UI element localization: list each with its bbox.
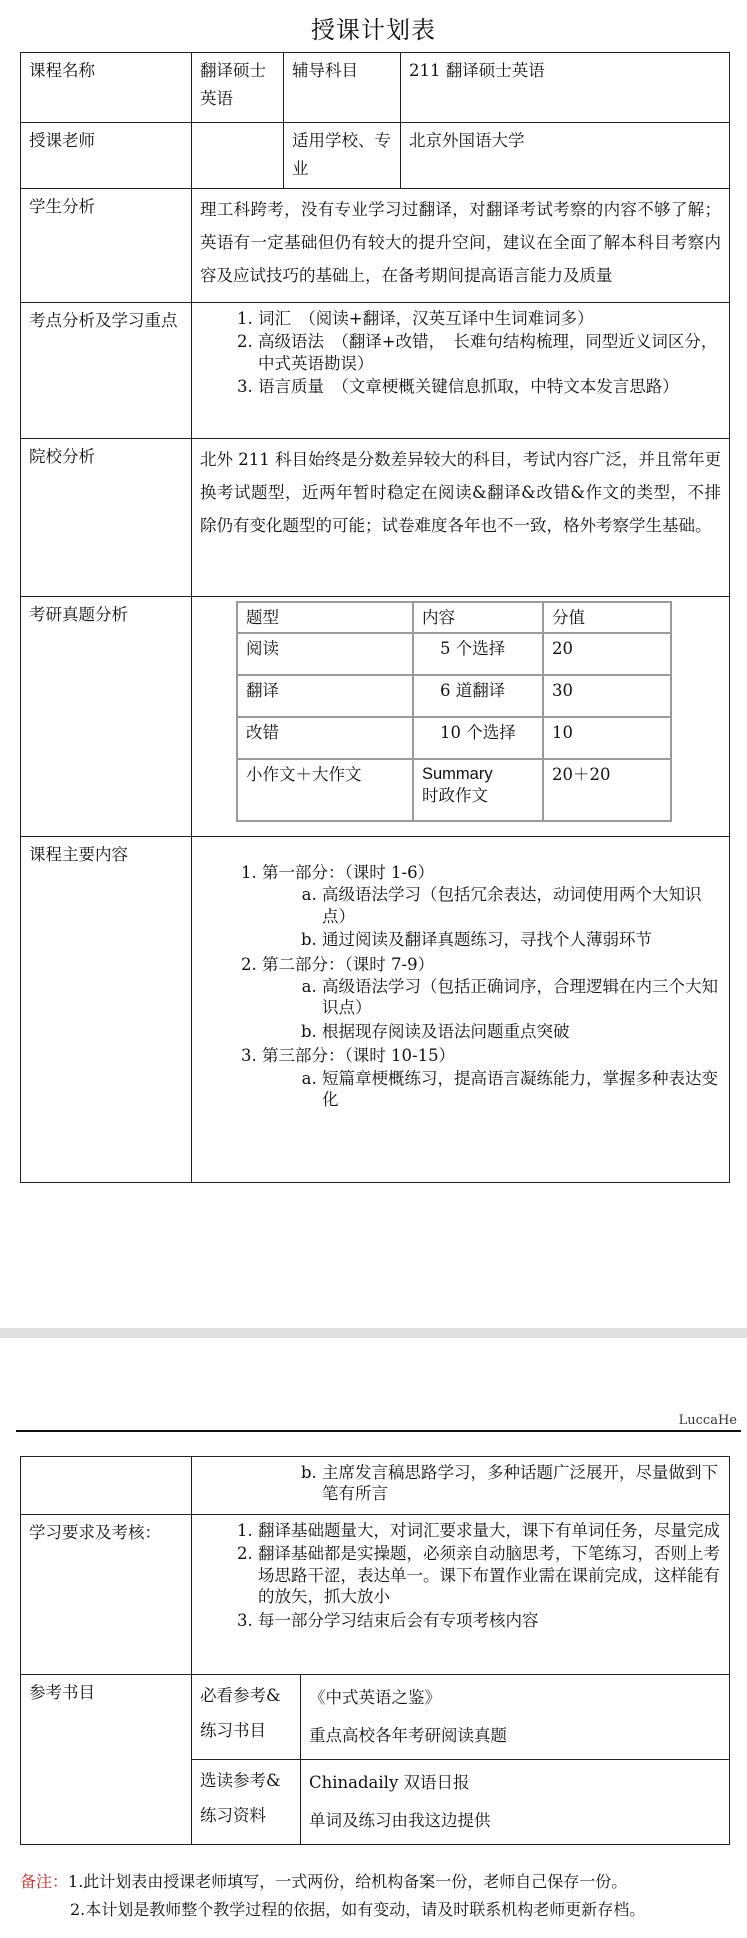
content-sublist <box>262 975 721 1043</box>
content-cont-list <box>200 1461 721 1506</box>
school-value: 北京外国语大学 <box>401 123 730 189</box>
keypoint-item: 3. 语言质量 （文章梗概关键信息抓取，中特文本发言思路） <box>258 375 721 398</box>
requirements-list <box>200 1519 721 1632</box>
content-subitem: a. 高级语法学习（包括正确词序，合理逻辑在内三个大知识点） <box>322 975 721 1020</box>
content-part <box>262 1044 721 1112</box>
exam-cell <box>192 596 730 836</box>
exam-row <box>237 633 671 675</box>
plan-table <box>20 52 730 1183</box>
school-analysis-label: 院校分析 <box>21 438 192 596</box>
empty-label-cell <box>21 1457 192 1515</box>
content-cont-cell <box>192 1457 730 1515</box>
school-label: 适用学校、专业 <box>284 123 401 189</box>
content-subitem: b. 主席发言稿思路学习，多种话题广泛展开，尽量做到下笔有所言 <box>322 1461 721 1506</box>
exam-cell-content: 6 道翻译 <box>413 675 543 717</box>
exam-cell-score: 20 <box>543 633 671 675</box>
student-text: 理工科跨考，没有专业学习过翻译，对翻译考试考察的内容不够了解；英语有一定基础但仍有较大的提升空间，建议在全面了解本科目考察内容及应试技巧的基础上，在备考期间提高语言能力及质量 <box>192 188 730 302</box>
content-part <box>262 861 721 953</box>
books-label: 参考书目 <box>21 1675 192 1845</box>
content-label: 课程主要内容 <box>21 836 192 1182</box>
content-cell <box>192 836 730 1182</box>
requirements-label: 学习要求及考核： <box>21 1515 192 1675</box>
exam-cell-type: 翻译 <box>237 675 413 717</box>
keypoints-cell <box>192 302 730 438</box>
course-name-label: 课程名称 <box>21 53 192 123</box>
content-part-label: 第一部分：（课时 1-6） <box>262 862 435 882</box>
school-analysis-text: 北外 211 科目始终是分数差异较大的科目，考试内容广泛，并且常年更换考试题型，近两年暂时稳定在阅读&翻译&改错&作文的类型，不排除仍有变化题型的可能；试卷难度各年也不一致，格外考察学生基础。 <box>192 438 730 596</box>
content-sublist <box>262 883 721 951</box>
required-label: 必看参考&练习书目 <box>192 1675 301 1760</box>
content-subitem: b. 通过阅读及翻译真题练习，寻找个人薄弱环节 <box>322 928 721 951</box>
row-content-continued <box>21 1457 730 1515</box>
row-keypoints <box>21 302 730 438</box>
author-mark: LuccaHe <box>678 1413 737 1428</box>
row-books-required <box>21 1675 730 1760</box>
teacher-label: 授课老师 <box>21 123 192 189</box>
note-text: 1.此计划表由授课老师填写，一式两份，给机构备案一份，老师自己保存一份。 <box>68 1872 628 1891</box>
exam-row <box>237 759 671 821</box>
row-exam <box>21 596 730 836</box>
content-subitem: b. 根据现存阅读及语法问题重点突破 <box>322 1020 721 1043</box>
requirements-cell <box>192 1515 730 1675</box>
exam-table <box>236 601 672 822</box>
exam-cell-content: 5 个选择 <box>413 633 543 675</box>
plan-table-continued <box>20 1456 730 1845</box>
subject-label: 辅导科目 <box>284 53 401 123</box>
required-book: 重点高校各年考研阅读真题 <box>309 1725 507 1745</box>
exam-header-row <box>237 602 671 633</box>
row-teacher <box>21 123 730 189</box>
optional-book: 单词及练习由我这边提供 <box>309 1810 491 1830</box>
exam-row <box>237 717 671 759</box>
keypoint-item: 1. 词汇 （阅读+翻译，汉英互译中生词难词多） <box>258 307 721 330</box>
teacher-value <box>192 123 284 189</box>
notes-label: 备注： <box>20 1872 69 1891</box>
exam-cell-content: 10 个选择 <box>413 717 543 759</box>
exam-header: 分值 <box>543 602 671 633</box>
content-part <box>262 953 721 1045</box>
keypoints-label: 考点分析及学习重点 <box>21 302 192 438</box>
requirement-item: 1. 翻译基础题量大，对词汇要求量大，课下有单词任务，尽量完成 <box>258 1519 721 1542</box>
exam-header: 内容 <box>413 602 543 633</box>
row-school-analysis <box>21 438 730 596</box>
content-list <box>200 861 721 1113</box>
row-content <box>21 836 730 1182</box>
exam-cell-score: 20＋20 <box>543 759 671 821</box>
subject-value: 211 翻译硕士英语 <box>401 53 730 123</box>
row-student <box>21 188 730 302</box>
required-books-cell <box>301 1675 730 1760</box>
notes <box>20 1868 735 1924</box>
page-title: 授课计划表 <box>311 16 436 44</box>
required-book: 《中式英语之鉴》 <box>309 1688 441 1707</box>
note-text: 2.本计划是教师整个教学过程的依据，如有变动，请及时联系机构老师更新存档。 <box>70 1900 646 1919</box>
content-part-label: 第二部分：（课时 7-9） <box>262 954 435 974</box>
course-name-value: 翻译硕士英语 <box>192 53 284 123</box>
optional-label: 选读参考&练习资料 <box>192 1759 301 1844</box>
exam-cell-type: 阅读 <box>237 633 413 675</box>
row-requirements <box>21 1515 730 1675</box>
header-rule <box>16 1430 741 1432</box>
content-sublist <box>262 1067 721 1112</box>
requirement-item: 2. 翻译基础都是实操题，必须亲自动脑思考，下笔练习，否则上考场思路干涩，表达单一。课下布置作业需在课前完成，这样能有的放矢，抓大放小 <box>258 1542 721 1608</box>
keypoints-list <box>200 307 721 399</box>
exam-row <box>237 675 671 717</box>
note-line <box>20 1868 735 1896</box>
exam-cell-score: 10 <box>543 717 671 759</box>
student-label: 学生分析 <box>21 188 192 302</box>
row-course <box>21 53 730 123</box>
exam-label: 考研真题分析 <box>21 596 192 836</box>
optional-books-cell <box>301 1759 730 1844</box>
content-part-label: 第三部分：（课时 10-15） <box>262 1046 456 1066</box>
note-line <box>20 1896 735 1924</box>
page-separator <box>0 1328 747 1338</box>
content-subitem: a. 高级语法学习（包括冗余表达，动词使用两个大知识点） <box>322 883 721 928</box>
exam-header: 题型 <box>237 602 413 633</box>
keypoint-item: 2. 高级语法 （翻译+改错， 长难句结构梳理，同型近义词区分，中式英语勘误） <box>258 330 721 375</box>
optional-book: Chinadaily 双语日报 <box>309 1772 470 1792</box>
content-subitem: a. 短篇章梗概练习，提高语言凝练能力，掌握多种表达变化 <box>322 1067 721 1112</box>
requirement-item: 3. 每一部分学习结束后会有专项考核内容 <box>258 1609 721 1632</box>
exam-cell-score: 30 <box>543 675 671 717</box>
exam-cell-content: Summary 时政作文 <box>413 759 543 821</box>
exam-cell-type: 改错 <box>237 717 413 759</box>
exam-cell-type: 小作文＋大作文 <box>237 759 413 821</box>
